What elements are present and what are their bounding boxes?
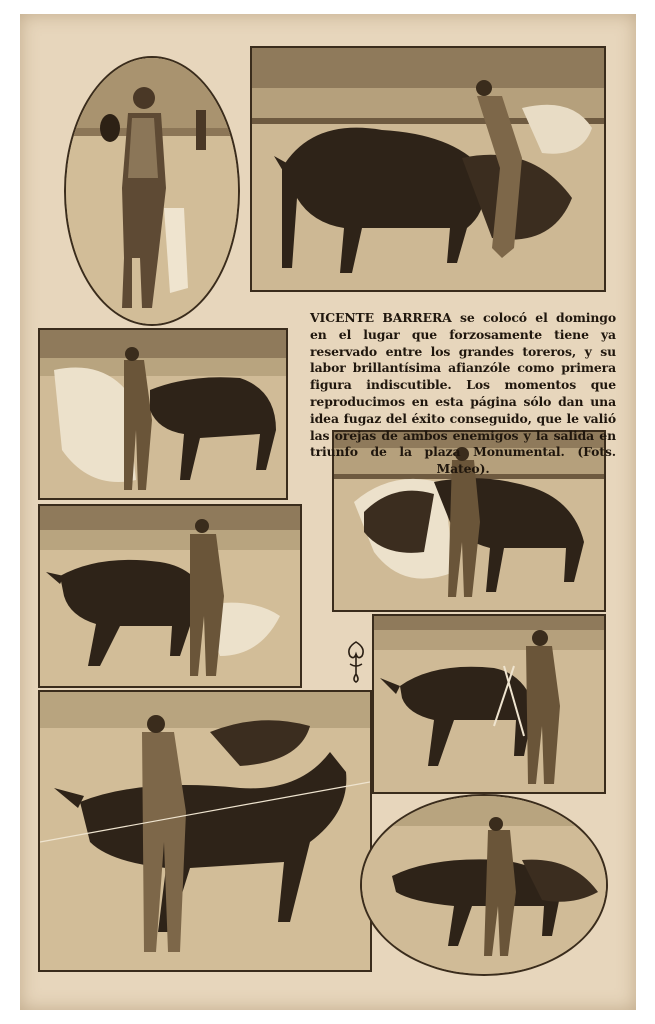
caption-lead-name: VICENTE BARRERA bbox=[310, 310, 452, 325]
photo-portrait-oval bbox=[64, 56, 240, 326]
magazine-page bbox=[20, 14, 636, 1010]
photo-pass-left-1 bbox=[38, 328, 288, 500]
article-caption bbox=[310, 310, 616, 478]
photo-pass-left-2 bbox=[38, 504, 302, 688]
photo-pass-bottom-left bbox=[38, 690, 372, 972]
caption-body: se colocó el domingo en el lugar que forzosamente tiene ya reservado entre los grandes toreros, y su labor brillantísima afianzóle como primera figura indiscutible. Los momentos que reproducimos en esta página sólo dan una idea fugaz del éxito conseguido, que le valió las orejas de ambos enemigos y la salida en triunfo de la plaza Monumental. (Fots. Mateo). bbox=[310, 310, 616, 477]
photo-pass-bottom-right-oval bbox=[360, 794, 608, 976]
photo-pass-right-2 bbox=[372, 614, 606, 794]
photo-pass-top-right bbox=[250, 46, 606, 292]
decorative-ornament-icon bbox=[342, 638, 370, 684]
